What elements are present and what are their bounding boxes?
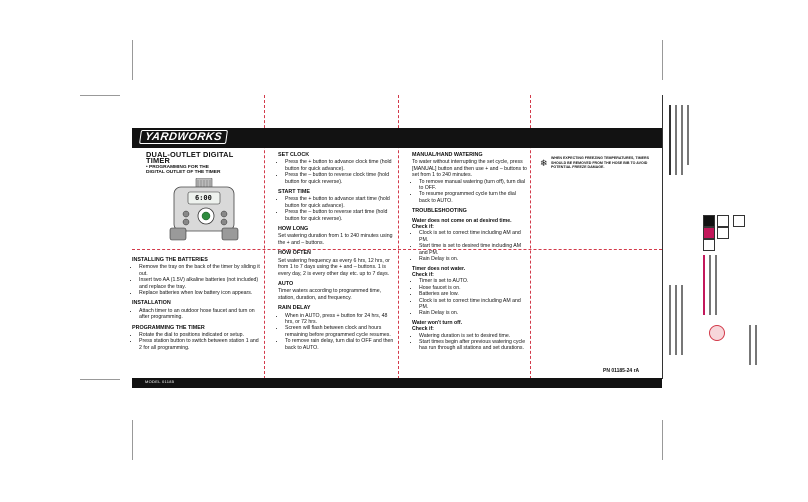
text-rule [715,255,717,315]
color-swatch [717,227,729,239]
trouble-question: Water won't turn off. [412,319,463,326]
color-swatch-white [703,239,715,251]
section-heading: INSTALLING THE BATTERIES [132,257,208,263]
check-label: Check if: [412,224,434,231]
list-item: • Press the – button to reverse clock time (hold button for quick reverse). [285,172,394,185]
text-rule [669,285,671,355]
check-label: Check if: [412,326,434,333]
crop-mark [662,40,663,80]
subtitle: • PROGRAMMING FOR THE DIGITAL OUTLET OF THE TIMER [146,164,221,176]
brand-logo: YARDWORKS [139,131,228,143]
section-heading: HOW LONG [278,226,309,233]
color-swatch-black [703,215,715,227]
paragraph: Set watering duration from 1 to 240 minutes using the + and – buttons. [278,233,393,246]
document-title: DUAL-OUTLET DIGITAL TIMER [146,150,234,166]
list-item: • Watering duration is set to desired time. [419,333,528,339]
panel-2 [278,148,394,351]
text-rule [675,105,677,175]
section-heading: SET CLOCK [278,152,310,158]
crop-mark [80,95,120,96]
section-heading: TROUBLESHOOTING [412,208,467,215]
list-item: • Rain Delay is on. [419,310,528,316]
trouble-question: Water does not come on at desired time. [412,217,512,224]
text-rule [681,285,683,355]
list-item: • Insert two AA (1.5V) alkaline batteries (not included) and replace the tray. [139,277,262,290]
list-item: • To resume programmed cycle turn the dial back to AUTO. [419,191,528,204]
list-item: • Timer is set to AUTO. [419,278,528,284]
list-item: • Press the + button to advance start time (hold button for quick advance). [285,196,394,209]
list-item: • Replace batteries when low battery icon appears. [139,290,262,296]
list-item: • Remove the tray on the back of the timer by sliding it out. [139,264,262,277]
section-heading: RAIN DELAY [278,305,311,312]
brand-seal-icon [709,325,725,341]
list-item: • Press the + button to advance clock time (hold button for quick advance). [285,159,394,172]
list-item: • Clock is set to correct time including AM and PM. [419,298,528,311]
list-item: • Clock is set to correct time including AM and PM. [419,230,528,243]
part-number: PN 01185-24 rA [603,368,640,374]
text-rule [749,325,751,365]
text-rule [755,325,757,365]
crop-mark [132,420,133,460]
color-swatch [717,215,729,227]
list-item: • Rain Delay is on. [419,256,528,262]
list-item: • To remove rain delay, turn dial to OFF and then back to AUTO. [285,338,394,351]
section-heading: INSTALLATION [132,300,171,307]
panel-1 [146,152,258,176]
paragraph: Set watering frequency as every 6 hrs, 12 hrs, or from 1 to 7 days using the + and – buttons. 1 is every day, 2 is every other day etc. up to 7 days. [278,257,390,277]
color-swatch [733,215,745,227]
footer-band [132,378,662,388]
list-item: • Press station button to switch between station 1 and 2 for all programming. [139,338,262,351]
list-item: • Start time is set to desired time including AM and PM. [419,243,528,256]
text-rule [703,255,705,315]
list-item: • Press the – button to reverse start time (hold button for quick reverse). [285,209,394,222]
text-rule [681,105,683,175]
trouble-question: Timer does not water. [412,265,466,272]
snowflake-icon: ❄ [540,158,548,168]
list-item: • Screen will flash between clock and hours remaining before programmed cycle resumes. [285,325,394,338]
freeze-warning: WHEN EXPECTING FREEZING TEMPERATURES, TIMERS SHOULD BE REMOVED FROM THE HOSE BIB TO AVOID POTENTIAL FREEZE DAMAGE. [551,156,649,170]
fold-line [132,249,662,250]
list-item: • Hose faucet is on. [419,285,528,291]
panel-3 [412,148,528,352]
paragraph: Timer waters according to programmed time, station, duration, and frequency. [278,288,382,301]
text-rule [669,105,671,175]
crop-mark [132,40,133,80]
list-item: • When in AUTO, press + button for 24 hrs, 48 hrs, or 72 hrs. [285,313,394,326]
timer-display-readout: 6:00 [195,194,212,202]
section-heading: HOW OFTEN [278,250,311,257]
list-item: • To remove manual watering (turn off), turn dial to OFF. [419,179,528,192]
list-item: • Batteries are low. [419,291,528,297]
print-spec-panel [662,95,767,379]
list-item: • Start times begin after previous watering cycle has run through all stations and set durations. [419,339,528,352]
timer-product-image [166,178,242,242]
text-rule [675,285,677,355]
color-swatch-magenta [703,227,715,239]
model-number: MODEL 01185 [145,379,175,384]
paragraph: To water without interrupting the set cycle, press [MANUAL] button and then use + and – buttons to set from 1 to 240 minutes. [412,159,527,179]
section-heading: MANUAL/HAND WATERING [412,152,483,158]
text-rule [687,105,689,165]
check-label: Check if: [412,271,434,278]
panel-1-lower [132,253,262,351]
section-heading: PROGRAMMING THE TIMER [132,324,205,331]
list-item: • Rotate the dial to positions indicated or setup. [139,332,262,338]
crop-mark [80,379,120,380]
text-rule [709,255,711,315]
section-heading: START TIME [278,189,310,196]
crop-mark [662,420,663,460]
section-heading: AUTO [278,280,294,287]
list-item: • Attach timer to an outdoor hose faucet and turn on after programming. [139,308,262,321]
